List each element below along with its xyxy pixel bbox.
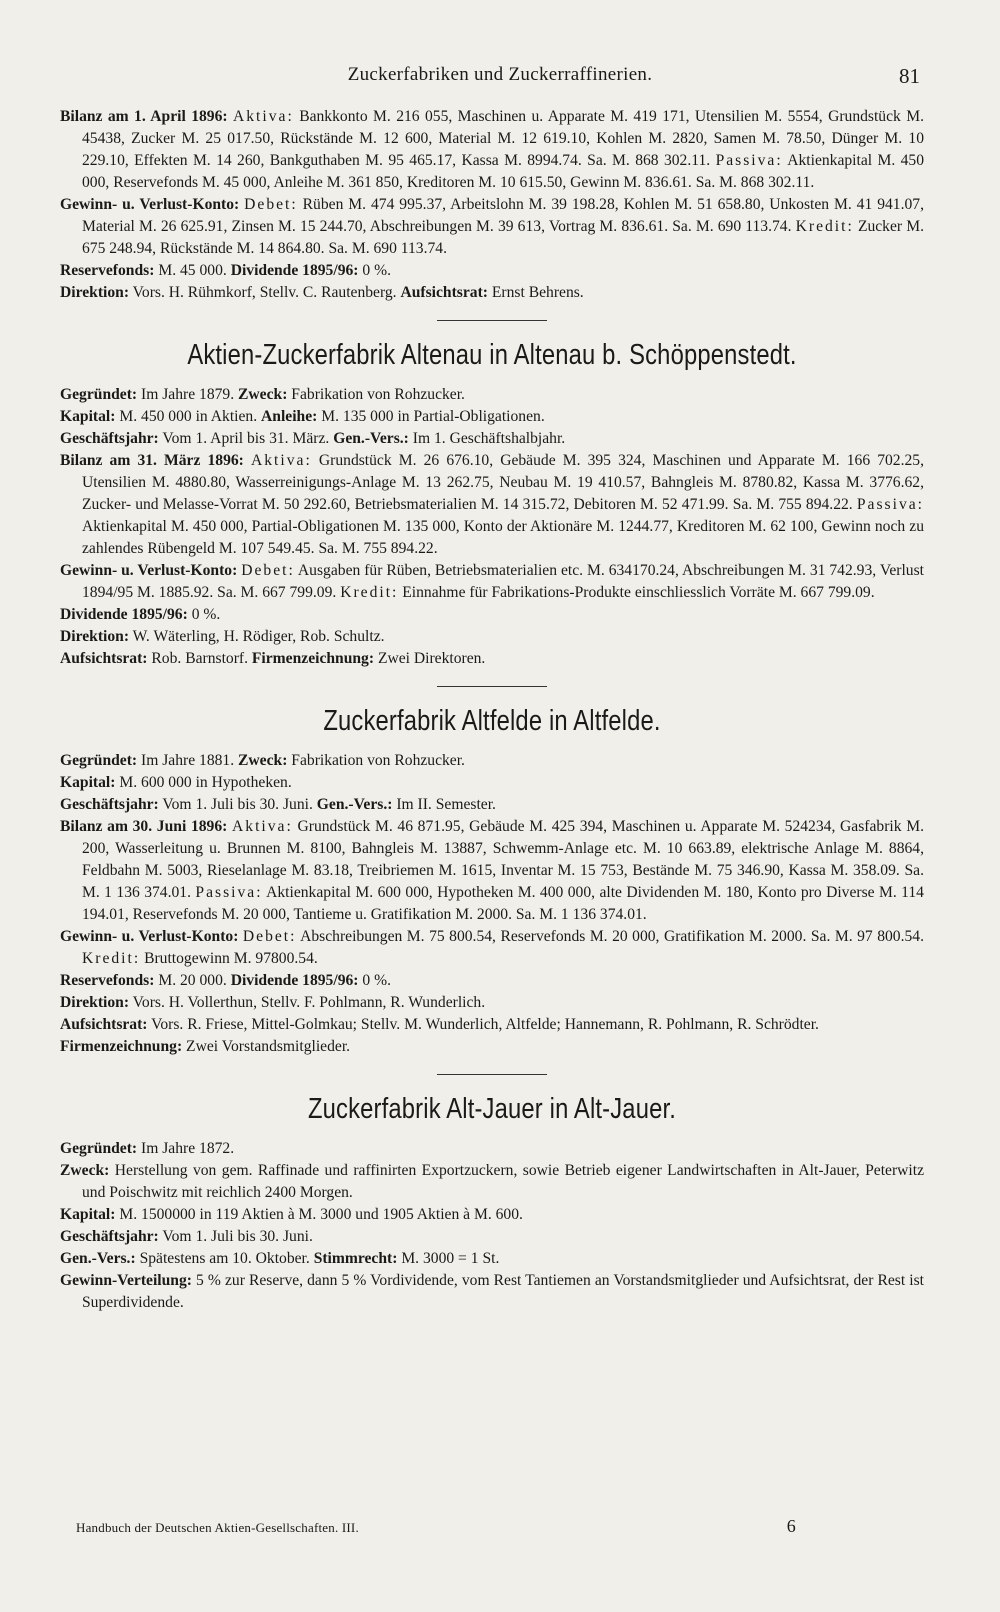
entry1-heading: Aktien-Zuckerfabrik Altenau in Altenau b. Schöppenstedt. bbox=[187, 339, 797, 371]
entry1-direktion: Direktion: W. Wäterling, H. Rödiger, Rob. Schultz. bbox=[60, 628, 385, 645]
entry0-reserve: Reservefonds: M. 45 000. Dividende 1895/96: 0 %. bbox=[60, 262, 391, 279]
entry2-direktion: Direktion: Vors. H. Vollerthun, Stellv. F. Pohlmann, R. Wunderlich. bbox=[60, 994, 486, 1011]
page-content bbox=[60, 106, 924, 1314]
footer-text: Handbuch der Deutschen Aktien-Gesellschaften. III. bbox=[76, 1520, 359, 1535]
entry3-gegruendet: Gegründet: Im Jahre 1872. bbox=[60, 1140, 235, 1157]
divider-rule bbox=[437, 320, 547, 321]
entry0-direktion: Direktion: Vors. H. Rühmkorf, Stellv. C. Rautenberg. Aufsichtsrat: Ernst Behrens. bbox=[60, 284, 584, 301]
entry1-aufsichtsrat: Aufsichtsrat: Rob. Barnstorf. Firmenzeichnung: Zwei Direktoren. bbox=[60, 650, 486, 667]
divider-rule bbox=[437, 686, 547, 687]
entry2-kapital: Kapital: M. 600 000 in Hypotheken. bbox=[60, 774, 292, 791]
entry1-bilanz: Bilanz am 31. März 1896: Aktiva: Grundstück M. 26 676.10, Gebäude M. 395 324, Maschinen und Apparate M. 166 702.25, Utensilien M. 4880.80, Wasserreinigungs-Anlage M. 13 262.75, Neubau M. 19 410.57, Bahngleis M. 8780.82, Kassa M. 3776.62, Zucker- und Melasse-Vorrat M. 50 292.60, Betriebsmaterialien M. 14 315.72, Debitoren M. 52 471.99. Sa. M. 755 894.22. Passiva: Aktienkapital M. 450 000, Partial-Obligationen M. 135 000, Konto der Aktionäre M. 1244.77, Kreditoren M. 62 100, Gewinn noch zu zahlendes Rübengeld M. 107 549.45. Sa. M. 755 894.22. bbox=[60, 452, 924, 557]
entry1-geschaeftsjahr: Geschäftsjahr: Vom 1. April bis 31. März. Gen.-Vers.: Im 1. Geschäftshalbjahr. bbox=[60, 430, 566, 447]
entry2-bilanz: Bilanz am 30. Juni 1896: Aktiva: Grundstück M. 46 871.95, Gebäude M. 425 394, Maschinen u. Apparate M. 524234, Gasfabrik M. 200, Wasserleitung u. Brunnen M. 8100, Bahngleis M. 13887, Schwemm-Anlage etc. M. 10 663.89, elektrische Anlage M. 8864, Feldbahn M. 5003, Rieselanlage M. 83.18, Treibriemen M. 1615, Inventar M. 15 753, Bestände M. 75 346.90, Kassa M. 358.09. Sa. M. 1 136 374.01. Passiva: Aktienkapital M. 600 000, Hypotheken M. 400 000, alte Dividenden M. 180, Konto pro Diverse M. 114 194.01, Reservefonds M. 20 000, Tantieme u. Gratifikation M. 2000. Sa. M. 1 136 374.01. bbox=[60, 818, 924, 923]
entry1-dividende: Dividende 1895/96: 0 %. bbox=[60, 606, 221, 623]
entry3-kapital: Kapital: M. 1500000 in 119 Aktien à M. 3000 und 1905 Aktien à M. 600. bbox=[60, 1206, 523, 1223]
page-header bbox=[80, 64, 920, 94]
entry3-zweck: Zweck: Herstellung von gem. Raffinade und raffinirten Exportzuckern, sowie Betrieb eigener Landwirtschaften in Alt-Jauer, Peterwitz und Poischwitz mit reichlich 2400 Morgen. bbox=[60, 1162, 924, 1201]
entry1-kapital: Kapital: M. 450 000 in Aktien. Anleihe: M. 135 000 in Partial-Obligationen. bbox=[60, 408, 545, 425]
entry2-gegruendet: Gegründet: Im Jahre 1881. Zweck: Fabrikation von Rohzucker. bbox=[60, 752, 465, 769]
running-title: Zuckerfabriken und Zuckerraffinerien. bbox=[347, 64, 653, 85]
entry1-guv: Gewinn- u. Verlust-Konto: Debet: Ausgaben für Rüben, Betriebsmaterialien etc. M. 634170.24, Abschreibungen M. 31 742.93, Verlust 1894/95 M. 1885.92. Sa. M. 667 799.09. Kredit: Einnahme für Fabrikations-Produkte einschliesslich Vorräte M. 667 799.09. bbox=[60, 562, 924, 601]
divider-rule bbox=[437, 1074, 547, 1075]
entry0-bilanz: Bilanz am 1. April 1896: Aktiva: Bankkonto M. 216 055, Maschinen u. Apparate M. 419 171, Utensilien M. 5554, Grundstück M. 45438, Zucker M. 25 017.50, Rückstände M. 12 600, Material M. 12 619.10, Kohlen M. 2820, Samen M. 78.50, Dünger M. 10 229.10, Effekten M. 14 260, Bankguthaben M. 95 465.17, Kassa M. 8994.74. Sa. M. 868 302.11. Passiva: Aktienkapital M. 450 000, Reservefonds M. 45 000, Anleihe M. 361 850, Kreditoren M. 10 615.50, Gewinn M. 836.61. Sa. M. 868 302.11. bbox=[60, 108, 925, 191]
entry1-gegruendet: Gegründet: Im Jahre 1879. Zweck: Fabrikation von Rohzucker. bbox=[60, 386, 465, 403]
page-footer bbox=[76, 1516, 796, 1536]
page-number: 81 bbox=[899, 64, 920, 88]
signature-mark: 6 bbox=[786, 1516, 796, 1536]
entry3-genvers: Gen.-Vers.: Spätestens am 10. Oktober. Stimmrecht: M. 3000 = 1 St. bbox=[60, 1250, 500, 1267]
entry0-guv: Gewinn- u. Verlust-Konto: Debet: Rüben M. 474 995.37, Arbeitslohn M. 39 198.28, Kohlen M. 51 658.80, Unkosten M. 41 941.07, Material M. 26 625.91, Zinsen M. 15 244.70, Abschreibungen M. 39 613, Vortrag M. 836.61. Sa. M. 690 113.74. Kredit: Zucker M. 675 248.94, Rückstände M. 14 864.80. Sa. M. 690 113.74. bbox=[60, 196, 924, 257]
entry2-firmenzeichnung: Firmenzeichnung: Zwei Vorstandsmitglieder. bbox=[60, 1038, 351, 1055]
entry3-heading: Zuckerfabrik Alt-Jauer in Alt-Jauer. bbox=[307, 1093, 677, 1125]
entry3-geschaeftsjahr: Geschäftsjahr: Vom 1. Juli bis 30. Juni. bbox=[60, 1228, 313, 1245]
entry2-heading: Zuckerfabrik Altfelde in Altfelde. bbox=[323, 705, 661, 737]
entry3-gewinnverteilung: Gewinn-Verteilung: 5 % zur Reserve, dann 5 % Vordividende, vom Rest Tantiemen an Vorstandsmitglieder und Aufsichtsrat, der Rest ist Superdividende. bbox=[60, 1272, 924, 1311]
entry2-guv: Gewinn- u. Verlust-Konto: Debet: Abschreibungen M. 75 800.54, Reservefonds M. 20 000, Gratifikation M. 2000. Sa. M. 97 800.54. Kredit: Bruttogewinn M. 97800.54. bbox=[60, 928, 924, 967]
entry2-reserve: Reservefonds: M. 20 000. Dividende 1895/96: 0 %. bbox=[60, 972, 391, 989]
entry2-geschaeftsjahr: Geschäftsjahr: Vom 1. Juli bis 30. Juni. Gen.-Vers.: Im II. Semester. bbox=[60, 796, 496, 813]
entry2-aufsichtsrat: Aufsichtsrat: Vors. R. Friese, Mittel-Golmkau; Stellv. M. Wunderlich, Altfelde; Hannemann, R. Pohlmann, R. Schrödter. bbox=[60, 1016, 819, 1033]
